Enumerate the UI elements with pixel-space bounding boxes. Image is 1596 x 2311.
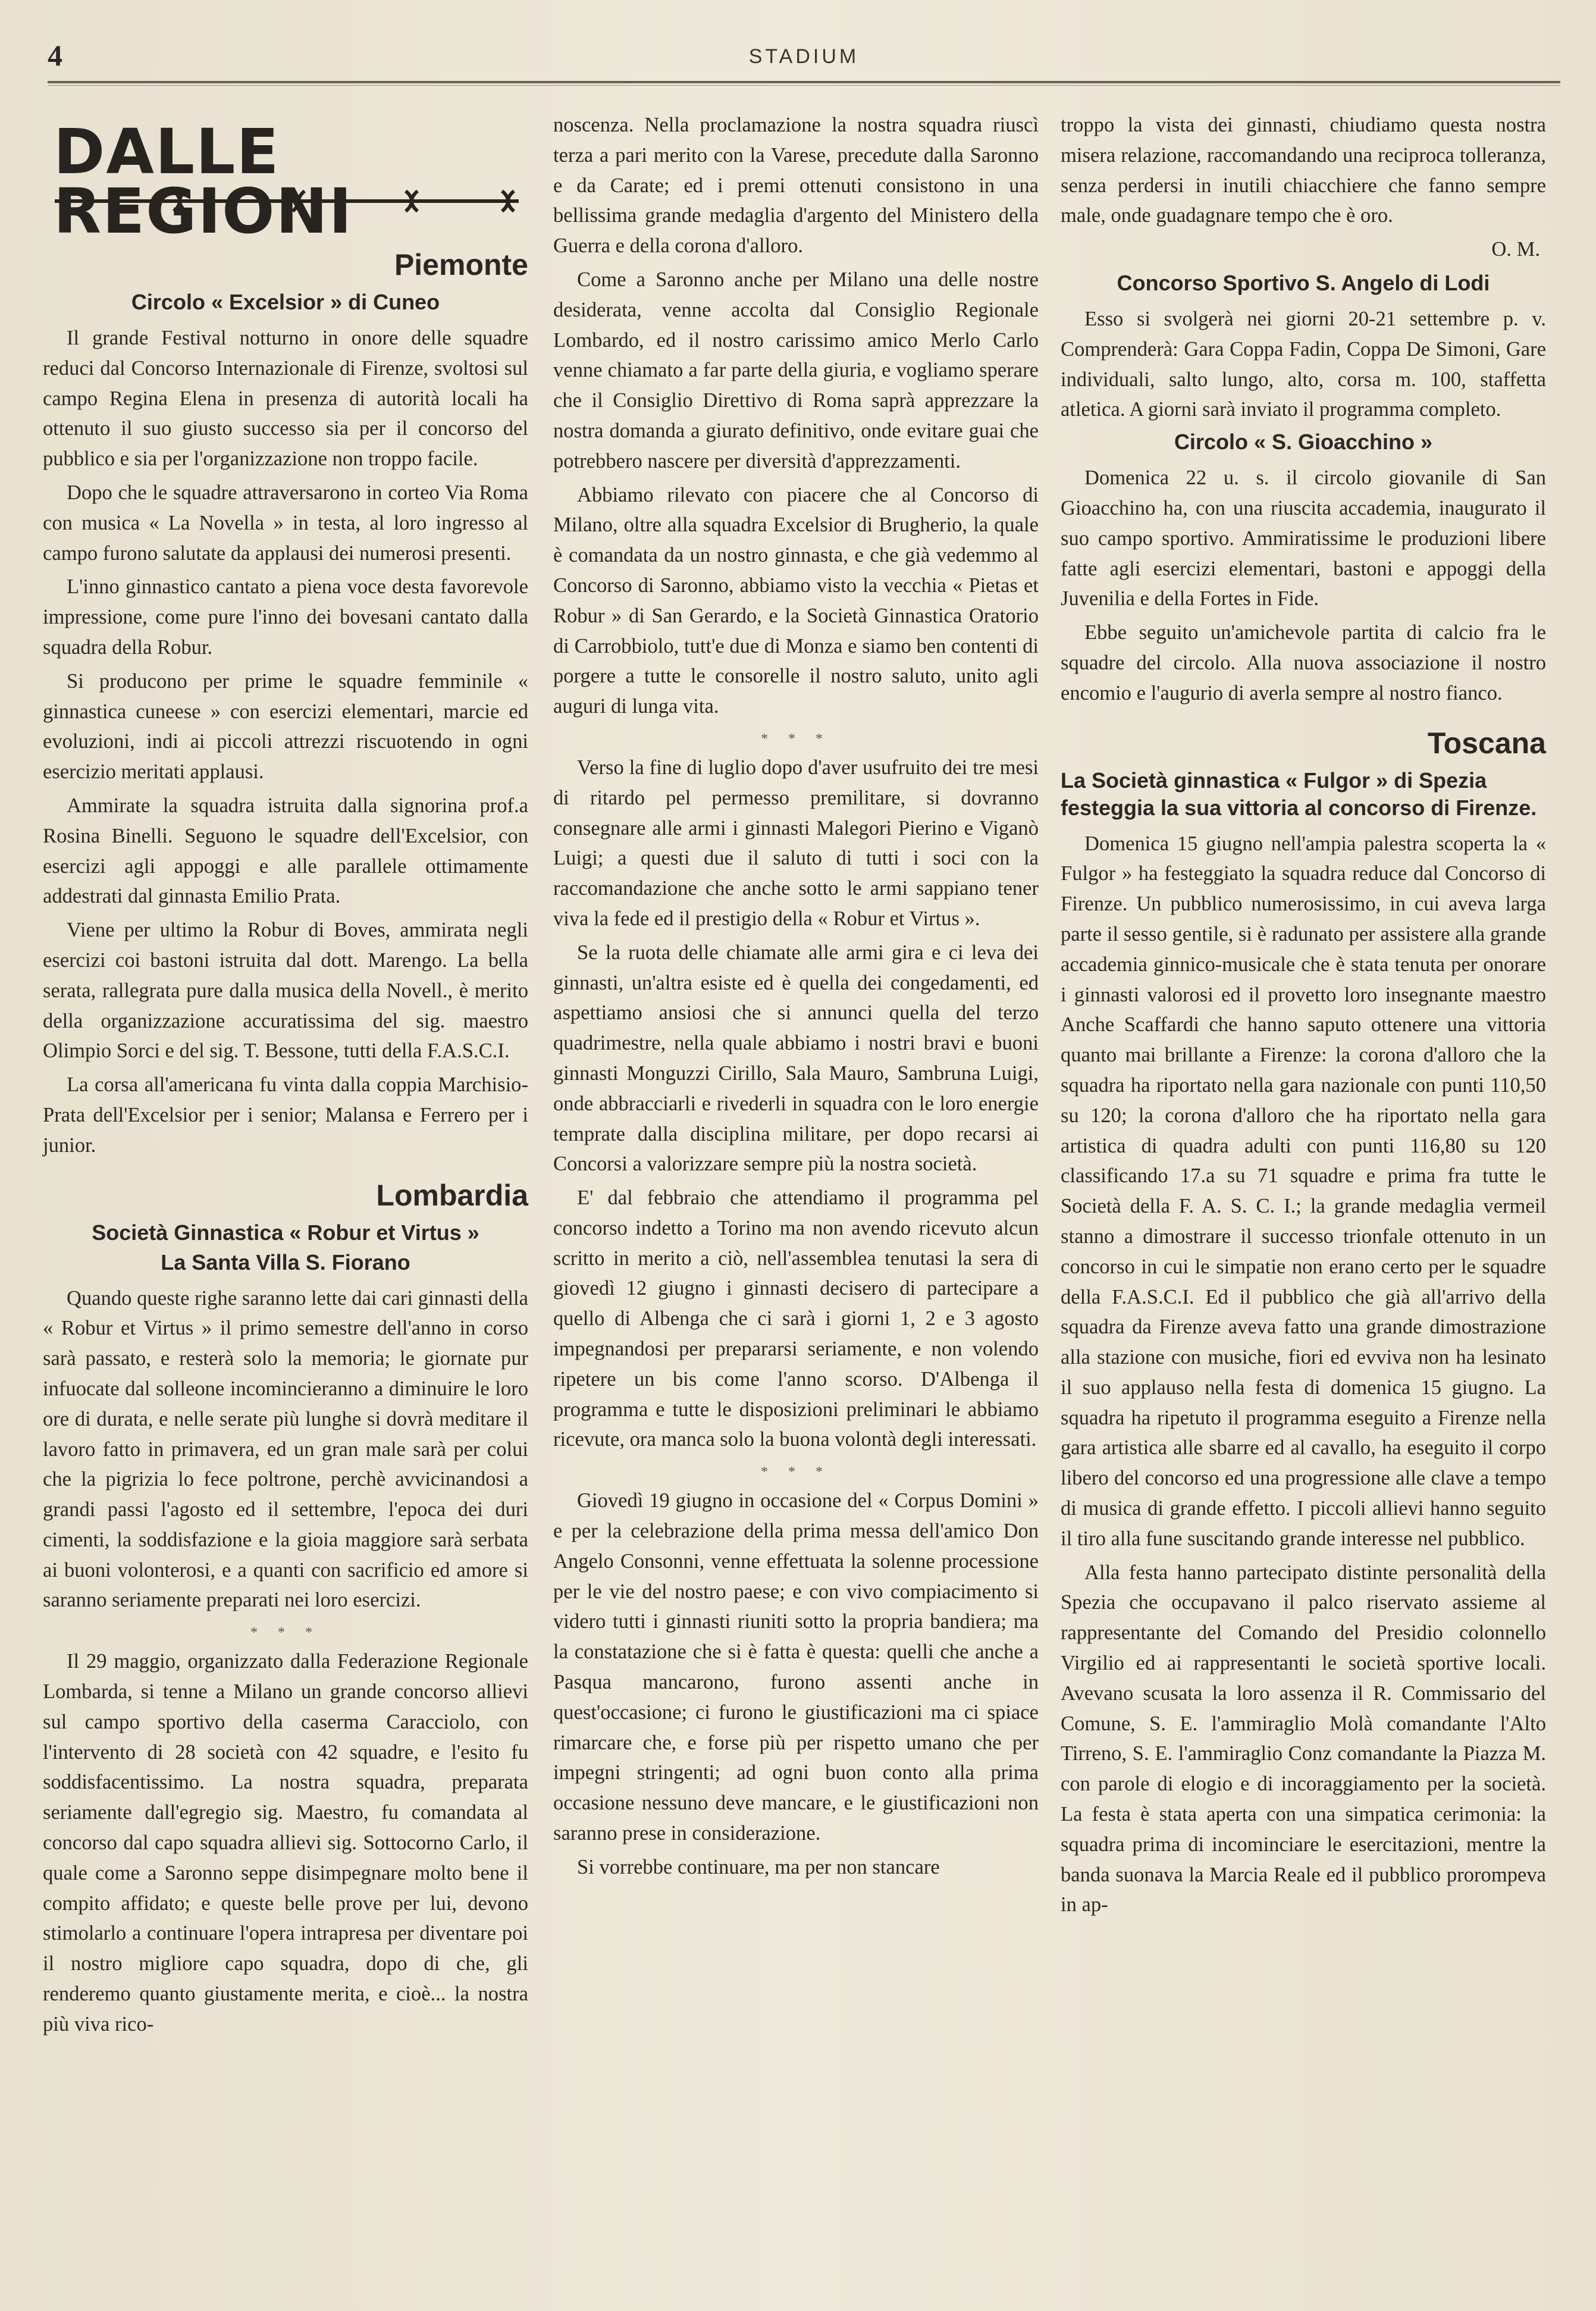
- article-paragraph: Viene per ultimo la Robur di Boves, ammirata negli esercizi coi bastoni istruita dal dott. Marengo. La bella serata, rallegrata pure dalla musica della Novell., è merito della organizzazione accuratissima del sig. maestro Olimpio Sorci e del sig. T. Bessone, tutti della F.A.S.C.I.: [43, 919, 528, 1063]
- article-paragraph: Giovedì 19 giugno in occasione del « Corpus Domini » e per la celebrazione della prima messa dell'amico Don Angelo Consonni, venne effettuata la solenne processione per le vie del nostro paese; e con vivo compiacimento si videro tutti i ginnasti riuniti sotto la propria bandiera; ma la constatazione che si è fatta è questa: quelli che anche a Pasqua mancarono, furono assenti anche in quest'occasione; ci furono le giustificazioni ma ci spiace rimarcare che, e forse più per rispetto umano che per impegni stringenti; ad ogni buon conto alla prima occasione nessuno deve mancare, e le giustificazioni non saranno prese in considerazione.: [553, 1489, 1039, 1845]
- article-paragraph: Esso si svolgerà nei giorni 20-21 settembre p. v. Comprenderà: Gara Coppa Fadin, Coppa De Simoni, Gare individuali, salto lungo, alto, corsa m. 100, staffetta atletica. A giorni sarà inviato il programma completo.: [1061, 307, 1546, 421]
- column-3: [1061, 110, 1546, 1924]
- article-title-robur-et-virtus: Società Ginnastica « Robur et Virtus »: [92, 1220, 479, 1245]
- running-title: STADIUM: [748, 45, 860, 68]
- article-title-san-gioacchino: Circolo « S. Gioacchino »: [1174, 430, 1433, 455]
- article-title-fulgor: La Società ginnastica « Fulgor » di Spezia festeggia la sua vittoria al concorso di Firenze.: [1061, 768, 1537, 820]
- article-paragraph: Ammirate la squadra istruita dalla signorina prof.a Rosina Binelli. Seguono le squadre dell'Excelsior, con esercizi agli appoggi e alle parallele ottimamente addestrati dal ginnasta Emilio Prata.: [43, 794, 528, 908]
- section-separator: * * *: [250, 1625, 321, 1641]
- region-heading-lombardia: Lombardia: [376, 1178, 528, 1212]
- section-separator: * * *: [761, 731, 831, 747]
- article-paragraph: Domenica 15 giugno nell'ampia palestra scoperta la « Fulgor » ha festeggiato la squadra reduce dal Concorso di Firenze. Un pubblico numerosissimo, in cui aveva larga parte il sesso gentile, si è radunato per assistere alla grande accademia ginnico-musicale che è stata tenuta per onorare i ginnasti valorosi ed il provetto loro insegnante maestro Anche Scaffardi che hanno saputo ottenere una vittoria quanto mai brillante a Firenze: la corona d'alloro che la squadra ha riportato nella gara nazionale con punti 110,50 su 120; la corona d'alloro che ha riportato nella gara artistica di quadra adulti con punti 116,80 su 120 classificando 17.a su 71 squadre e prima fra tutte le Società della F. A. S. C. I.; la grande medaglia vermeil stanno a dimostrare il successo trionfale ottenuto in un concorso in cui le simpatie non erano certo per le squadre della F.A.S.C.I. Ed il pubblico che già all'arrivo della squadra da Firenze aveva fatto una grande dimostrazione alla stazione con musiche, fiori ed evviva non ha lesinato il suo applauso nella festa di domenica 15 giugno. La squadra ha ripetuto il programma eseguito a Firenze nella gara artistica alle sbarre ed al cavallo, ha eseguito il corpo libero del concorso ed una progressione alle clave a tempo di musica di grande effetto. I piccoli allievi hanno seguito il tiro alla fune suscitando grande interesse nel pubblico.: [1061, 832, 1546, 1550]
- article-paragraph: La corsa all'americana fu vinta dalla coppia Marchisio-Prata dell'Excelsior per i senior; Malansa e Ferrero per i junior.: [43, 1073, 528, 1157]
- page-header: [48, 37, 1560, 84]
- article-paragraph: Domenica 22 u. s. il circolo giovanile di San Gioacchino ha, con una riuscita accademia, inaugurato il suo campo sportivo. Ammiratissime le produzioni libere fatte agli esercizi elementari, bastoni e appoggi della Juvenilia e della Fortes in Fide.: [1061, 466, 1546, 610]
- article-paragraph: Abbiamo rilevato con piacere che al Concorso di Milano, oltre alla squadra Excelsior di Brugherio, la quale è comandata da un nostro ginnasta, e che già vedemmo al Concorso di Saronno, abbiamo visto la vecchia « Pietas et Robur » di San Gerardo, e la Società Ginnastica Oratorio di Carrobbiolo, tutt'e due di Monza e siamo ben contenti di porgere a tutte le consorelle il nostro saluto, unito agli auguri di lunga vita.: [553, 483, 1039, 718]
- region-heading-toscana: Toscana: [1427, 726, 1546, 760]
- column-2: [553, 110, 1039, 1886]
- article-paragraph: Come a Saronno anche per Milano una delle nostre desiderata, venne accolta dal Consiglio Regionale Lombardo, ed il nostro carissimo amico Merlo Carlo venne chiamato a far parte della giuria, e vogliamo sperare che il Consiglio Direttivo di Roma saprà apprezzare la nostra domanda a giurato definitivo, onde evitare guai che potrebbero nascere per diversità d'apprezzamenti.: [553, 268, 1039, 472]
- article-title-excelsior: Circolo « Excelsior » di Cuneo: [131, 290, 440, 314]
- region-heading-piemonte: Piemonte: [394, 248, 528, 281]
- article-paragraph: Si vorrebbe continuare, ma per non stancare: [577, 1855, 940, 1878]
- article-paragraph: noscenza. Nella proclamazione la nostra squadra riuscì terza a pari merito con la Varese, precedute dalla Saronno e da Carate; ed i premi ottenuti consistono in una bellissima grande medaglia d'argento del Ministero della Guerra e della corona d'alloro.: [553, 114, 1039, 258]
- header-rule: [48, 81, 1560, 86]
- article-paragraph: Dopo che le squadre attraversarono in corteo Via Roma con musica « La Novella » in testa, al loro ingresso al campo furono salutate da applausi dei numerosi presenti.: [43, 481, 528, 565]
- article-paragraph: Alla festa hanno partecipato distinte personalità della Spezia che occupavano il palco riservato assieme al rappresentante del Comando del Presidio colonnello Virgilio ed ai rappresentanti le società sportive locali. Avevano scusata la loro assenza il R. Commissario del Comune, S. E. l'ammiraglio Molà comandante l'Alto Tirreno, S. E. l'ammiraglio Conz comandante la Piazza M. con parole di elogio e di incoraggiamento per la società. La festa è stata aperta con una simpatica cerimonia: la squadra prima di incominciare le esercitazioni, mentre la banda suonava la Marcia Reale ed il pubblico prorompeva in ap-: [1061, 1561, 1546, 1917]
- article-paragraph: Se la ruota delle chiamate alle armi gira e ci leva dei ginnasti, un'altra esiste ed è quella dei congedamenti, ed aspettiamo ansiosi che si annunci quella del terzo quadrimestre, nella quale abbiamo i nostri bravi e buoni ginnasti Monguzzi Cirillo, Sala Mauro, Sambruna Luigi, onde abbracciarli e rivederli in squadra con le loro energie temprate dalla disciplina militare, per dopo recarsi ai Concorsi a valorizzare sempre più la nostra società.: [553, 941, 1039, 1176]
- article-title-lodi: Concorso Sportivo S. Angelo di Lodi: [1117, 270, 1490, 295]
- article-paragraph: Si producono per prime le squadre femminile « ginnastica cuneese » con esercizi elementari, marcie ed evoluzioni, indi ai piccoli attrezzi riscuotendo in ogni esercizio meritati applausi.: [43, 669, 528, 784]
- article-paragraph: Verso la fine di luglio dopo d'aver usufruito dei tre mesi di ritardo pel permesso premilitare, si dovranno consegnare alle armi i ginnasti Malegori Pierino e Viganò Luigi; a questi due il saluto di tutti i soci con la raccomandazione che anche sotto le armi sappiano tener viva la fede ed il prestigio della « Robur et Virtus ».: [553, 756, 1039, 930]
- article-paragraph: L'inno ginnastico cantato a piena voce desta favorevole impressione, come pure l'inno dei bovesani cantato dalla squadra della Robur.: [43, 575, 528, 659]
- masthead-flourish-ornament: [55, 186, 519, 216]
- page-number: 4: [48, 39, 62, 72]
- article-paragraph: troppo la vista dei ginnasti, chiudiamo questa nostra misera relazione, raccomandando una reciproca tolleranza, senza perdersi in inutili chiacchiere che fanno sempre male, onde guadagnare tempo che è oro.: [1061, 114, 1546, 227]
- article-paragraph: Il grande Festival notturno in onore delle squadre reduci dal Concorso Internazionale di Firenze, svoltosi sul campo Regina Elena in presenza di autorità locali ha ottenuto il suo giusto successo sia per il concorso del pubblico e sia per l'organizzazione non troppo facile.: [43, 327, 528, 471]
- author-signature: O. M.: [1491, 238, 1540, 261]
- masthead-title: DALLE REGIONI: [54, 115, 353, 248]
- article-paragraph: Ebbe seguito un'amichevole partita di calcio fra le squadre del circolo. Alla nuova associazione il nostro encomio e l'augurio di averla sempre al nostro fianco.: [1061, 621, 1546, 704]
- article-paragraph: Quando queste righe saranno lette dai cari ginnasti della « Robur et Virtus » il primo semestre dell'anno in corso sarà passato, e resterà solo la memoria; le giornate pur infuocate dal solleone incomincieranno a diminuire le loro ore di durata, e nelle serate più lunghe si dovrà meditare il lavoro fatto in primavera, ed un gran male sarà per colui che la pigrizia lo fece poltrone, perchè avvicinandosi a grandi passi l'agosto ed il settembre, l'epoca dei duri cimenti, la soddisfazione e la gioia maggiore sarà serbata ai buoni volonterosi, e a quanti con sacrificio ed amore si saranno seriamente preparati nei loro esercizi.: [43, 1286, 528, 1612]
- article-paragraph: Il 29 maggio, organizzato dalla Federazione Regionale Lombarda, si tenne a Milano un grande concorso allievi sul campo sportivo della caserma Caracciolo, con l'intervento di 28 società con 42 squadre, e l'esito fu soddisfacentissimo. La nostra squadra, preparata seriamente dall'egregio sig. Maestro, fu comandata al concorso dal capo squadra allievi sig. Sottocorno Carlo, il quale come a Saronno seppe disimpegnare molto bene il compito affidato; e queste belle prove per lui, devono stimolarlo a continuare l'opera intrapresa per diventare poi il nostro migliore capo squadra, dopo di che, gli renderemo quanto giustamente merita, e cioè... la nostra più viva rico-: [43, 1650, 528, 2036]
- section-separator: * * *: [761, 1464, 831, 1480]
- column-1: [43, 110, 528, 2043]
- section-masthead: [43, 110, 528, 247]
- article-paragraph: E' dal febbraio che attendiamo il programma pel concorso indetto a Torino ma non avendo ricevuto alcun scritto in merito a ciò, nell'assemblea tenutasi la sera di giovedì 12 giugno i ginnasti decisero di partecipare a quello di Albenga che ci sarà i giorni 1, 2 e 3 agosto impegnandosi per prepararsi seriamente, e non volendo ripetere un bis come l'anno scorso. D'Albenga il programma e tutte le disposizioni preliminari le abbiamo ricevute, ora manca solo la buona volontà degli interessati.: [553, 1186, 1039, 1451]
- article-subtitle-santa-villa: La Santa Villa S. Fiorano: [161, 1250, 410, 1275]
